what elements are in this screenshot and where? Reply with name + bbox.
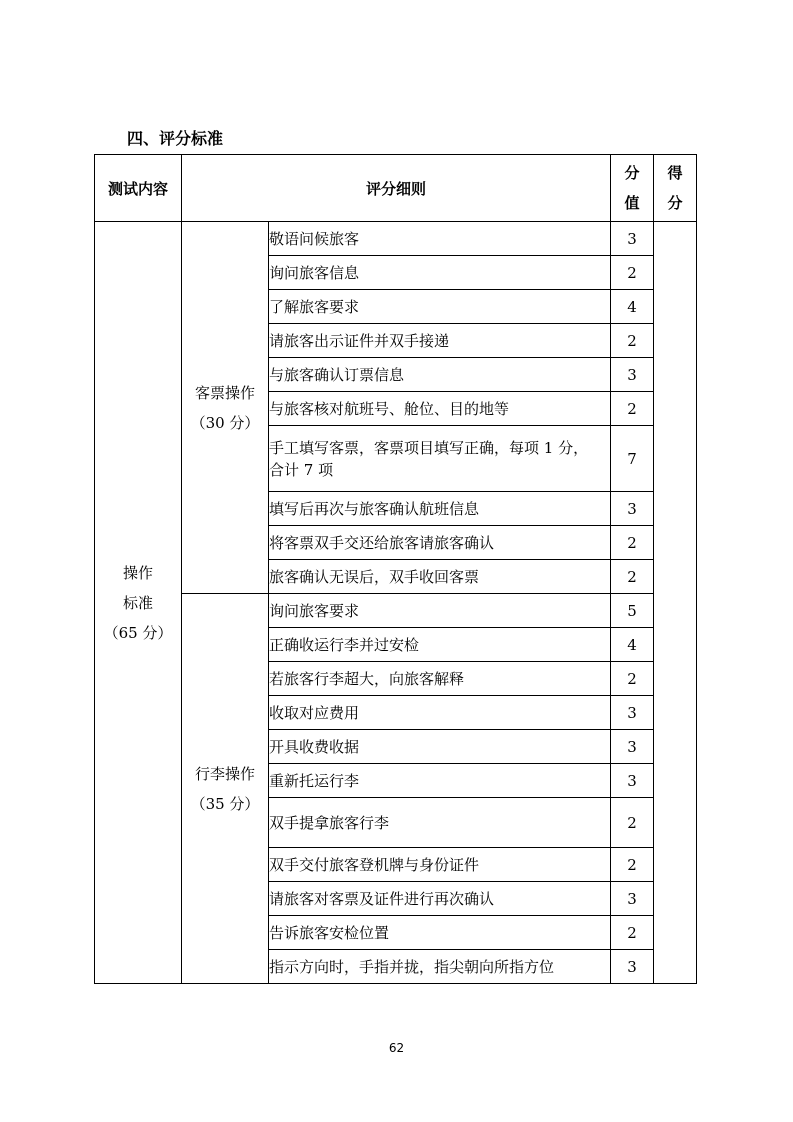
rule-text: 将客票双手交还给旅客请旅客确认 bbox=[269, 526, 611, 560]
table-row bbox=[95, 594, 697, 628]
page-number: 62 bbox=[388, 1041, 405, 1055]
rule-score: 3 bbox=[611, 730, 654, 764]
header-earned bbox=[654, 155, 697, 222]
header-earned-top: 得 bbox=[667, 164, 683, 182]
earned-score-cell bbox=[654, 222, 697, 984]
table-row bbox=[95, 222, 697, 256]
rule-score: 3 bbox=[611, 222, 654, 256]
rule-score: 4 bbox=[611, 290, 654, 324]
rule-score: 5 bbox=[611, 594, 654, 628]
rule-text: 与旅客确认订票信息 bbox=[269, 358, 611, 392]
rule-text: 旅客确认无误后，双手收回客票 bbox=[269, 560, 611, 594]
rule-score: 3 bbox=[611, 696, 654, 730]
rule-text: 收取对应费用 bbox=[269, 696, 611, 730]
rule-text: 正确收运行李并过安检 bbox=[269, 628, 611, 662]
rule-text: 双手交付旅客登机牌与身份证件 bbox=[269, 848, 611, 882]
rule-score: 2 bbox=[611, 798, 654, 848]
category-line2: 标准 bbox=[122, 593, 153, 612]
rule-text: 指示方向时，手指并拢，指尖朝向所指方位 bbox=[269, 950, 611, 984]
category-line1: 操作 bbox=[122, 563, 153, 582]
group1-points: （30 分） bbox=[190, 413, 260, 432]
rule-text bbox=[269, 426, 611, 492]
section-title: 四、评分标准 bbox=[127, 129, 224, 148]
rule-score: 2 bbox=[611, 848, 654, 882]
group1-name: 客票操作 bbox=[194, 383, 255, 402]
rule-text-line1: 手工填写客票，客票项目填写正确，每项 1 分， bbox=[269, 438, 589, 457]
header-score-bottom: 值 bbox=[624, 194, 640, 212]
rule-text: 填写后再次与旅客确认航班信息 bbox=[269, 492, 611, 526]
rule-score: 2 bbox=[611, 256, 654, 290]
rule-text: 询问旅客信息 bbox=[269, 256, 611, 290]
category-cell bbox=[95, 222, 182, 984]
scoring-table bbox=[94, 154, 697, 984]
rule-score: 3 bbox=[611, 764, 654, 798]
rule-text: 双手提拿旅客行李 bbox=[269, 798, 611, 848]
group2-cell bbox=[182, 594, 269, 984]
rule-text: 敬语问候旅客 bbox=[269, 222, 611, 256]
rule-text: 若旅客行李超大，向旅客解释 bbox=[269, 662, 611, 696]
header-scoring-rules: 评分细则 bbox=[182, 155, 611, 222]
rule-score: 2 bbox=[611, 662, 654, 696]
rule-score: 3 bbox=[611, 358, 654, 392]
rule-text: 了解旅客要求 bbox=[269, 290, 611, 324]
category-line3: （65 分） bbox=[103, 623, 173, 642]
group2-name: 行李操作 bbox=[194, 764, 255, 783]
rule-text: 询问旅客要求 bbox=[269, 594, 611, 628]
rule-score: 2 bbox=[611, 392, 654, 426]
rule-text: 请旅客对客票及证件进行再次确认 bbox=[269, 882, 611, 916]
table-header-row bbox=[95, 155, 697, 222]
rule-score: 7 bbox=[611, 426, 654, 492]
rule-text-line2: 合计 7 项 bbox=[269, 460, 334, 479]
rule-score: 2 bbox=[611, 526, 654, 560]
rule-score: 3 bbox=[611, 492, 654, 526]
rule-text: 告诉旅客安检位置 bbox=[269, 916, 611, 950]
header-test-content: 测试内容 bbox=[95, 155, 182, 222]
header-score bbox=[611, 155, 654, 222]
rule-score: 2 bbox=[611, 324, 654, 358]
rule-score: 2 bbox=[611, 560, 654, 594]
group2-points: （35 分） bbox=[190, 794, 260, 813]
header-earned-bottom: 分 bbox=[667, 194, 683, 212]
rule-score: 3 bbox=[611, 950, 654, 984]
rule-score: 3 bbox=[611, 882, 654, 916]
rule-score: 4 bbox=[611, 628, 654, 662]
header-score-top: 分 bbox=[624, 164, 640, 182]
rule-text: 请旅客出示证件并双手接递 bbox=[269, 324, 611, 358]
rule-text: 开具收费收据 bbox=[269, 730, 611, 764]
rule-text: 与旅客核对航班号、舱位、目的地等 bbox=[269, 392, 611, 426]
rule-text: 重新托运行李 bbox=[269, 764, 611, 798]
rule-score: 2 bbox=[611, 916, 654, 950]
group1-cell bbox=[182, 222, 269, 594]
